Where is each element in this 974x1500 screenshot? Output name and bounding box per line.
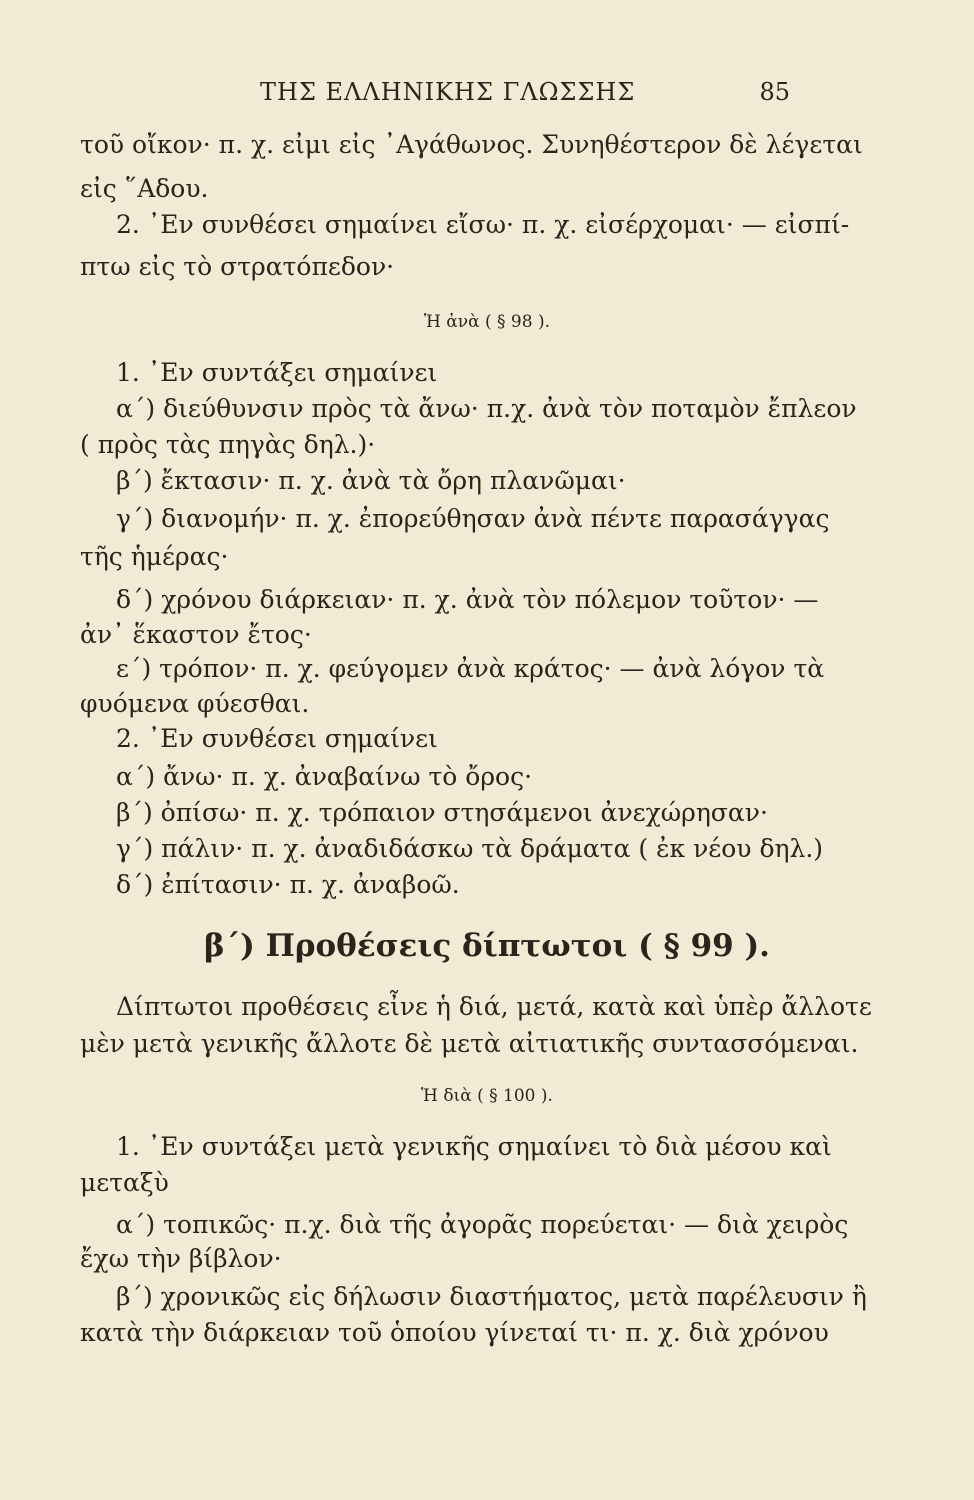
text-line: εἰς ῞Αδου. — [80, 174, 209, 203]
text-line: μεταξὺ — [80, 1168, 169, 1197]
section-heading-text: β΄) Προθέσεις δίπτωτοι ( § 99 ). — [204, 928, 770, 964]
running-title: ΤΗΣ ΕΛΛΗΝΙΚΗΣ ΓΛΩΣΣΗΣ — [260, 78, 636, 106]
text-line: τοῦ οἴκον· π. χ. εἰμι εἰς ᾿Αγάθωνος. Συνηθέστερον δὲ λέγεται — [80, 130, 863, 159]
text-line: γ΄) διανομήν· π. χ. ἐπορεύθησαν ἀνὰ πέντε παρασάγγας — [116, 504, 830, 533]
page-number: 85 — [759, 78, 790, 106]
text-line: δ΄) χρόνου διάρκειαν· π. χ. ἀνὰ τὸν πόλεμον τοῦτον· — — [116, 585, 819, 614]
text-line: γ΄) πάλιν· π. χ. ἀναδιδάσκω τὰ δράματα ( ἐκ νέου δηλ.) — [116, 834, 824, 863]
text-line: ( πρὸς τὰς πηγὰς δηλ.)· — [80, 430, 376, 459]
section-heading — [0, 928, 974, 964]
text-line: 1. ᾿Εν συντάξει σημαίνει — [116, 358, 438, 387]
text-line: κατὰ τὴν διάρκειαν τοῦ ὁποίου γίνεταί τι· π. χ. διὰ χρόνου — [80, 1318, 829, 1347]
text-line: τῆς ἡμέρας· — [80, 542, 229, 571]
text-line: α΄) τοπικῶς· π.χ. διὰ τῆς ἀγορᾶς πορεύεται· — διὰ χειρὸς — [116, 1210, 849, 1239]
text-line: πτω εἰς τὸ στρατόπεδον· — [80, 252, 395, 281]
text-line: β΄) ἔκτασιν· π. χ. ἀνὰ τὰ ὄρη πλανῶμαι· — [116, 466, 626, 495]
subsection-heading: Ἡ ἀνὰ ( § 98 ). — [424, 312, 550, 332]
page-header — [260, 78, 790, 114]
text-line: 2. ᾿Εν συνθέσει σημαίνει — [116, 724, 438, 753]
text-line: φυόμενα φύεσθαι. — [80, 689, 310, 718]
text-line: 1. ᾿Εν συντάξει μετὰ γενικῆς σημαίνει τὸ διὰ μέσου καὶ — [116, 1132, 832, 1161]
text-line: β΄) χρονικῶς εἰς δήλωσιν διαστήματος, μετὰ παρέλευσιν ἢ — [116, 1282, 867, 1311]
text-line: β΄) ὀπίσω· π. χ. τρόπαιον στησάμενοι ἀνεχώρησαν· — [116, 798, 768, 827]
text-line: Δίπτωτοι προθέσεις εἶνε ἡ διά, μετά, κατὰ καὶ ὑπὲρ ἄλλοτε — [116, 992, 872, 1021]
text-line: 2. ᾿Εν συνθέσει σημαίνει εἴσω· π. χ. εἰσέρχομαι· — εἰσπί- — [116, 210, 850, 239]
text-line: δ΄) ἐπίτασιν· π. χ. ἀναβοῶ. — [116, 870, 460, 899]
text-line: ἔχω τὴν βίβλον· — [80, 1244, 282, 1273]
text-line: μὲν μετὰ γενικῆς ἄλλοτε δὲ μετὰ αἰτιατικῆς συντασσόμεναι. — [80, 1029, 859, 1058]
text-line: α΄) διεύθυνσιν πρὸς τὰ ἄνω· π.χ. ἀνὰ τὸν ποταμὸν ἔπλεον — [116, 394, 857, 423]
text-line: α΄) ἄνω· π. χ. ἀναβαίνω τὸ ὄρος· — [116, 762, 533, 791]
text-line: ε΄) τρόπον· π. χ. φεύγομεν ἀνὰ κράτος· — ἀνὰ λόγον τὰ — [116, 654, 825, 683]
text-line: ἀν᾿ ἕκαστον ἔτος· — [80, 620, 312, 649]
subsection-heading: Ἡ διὰ ( § 100 ). — [421, 1086, 553, 1106]
